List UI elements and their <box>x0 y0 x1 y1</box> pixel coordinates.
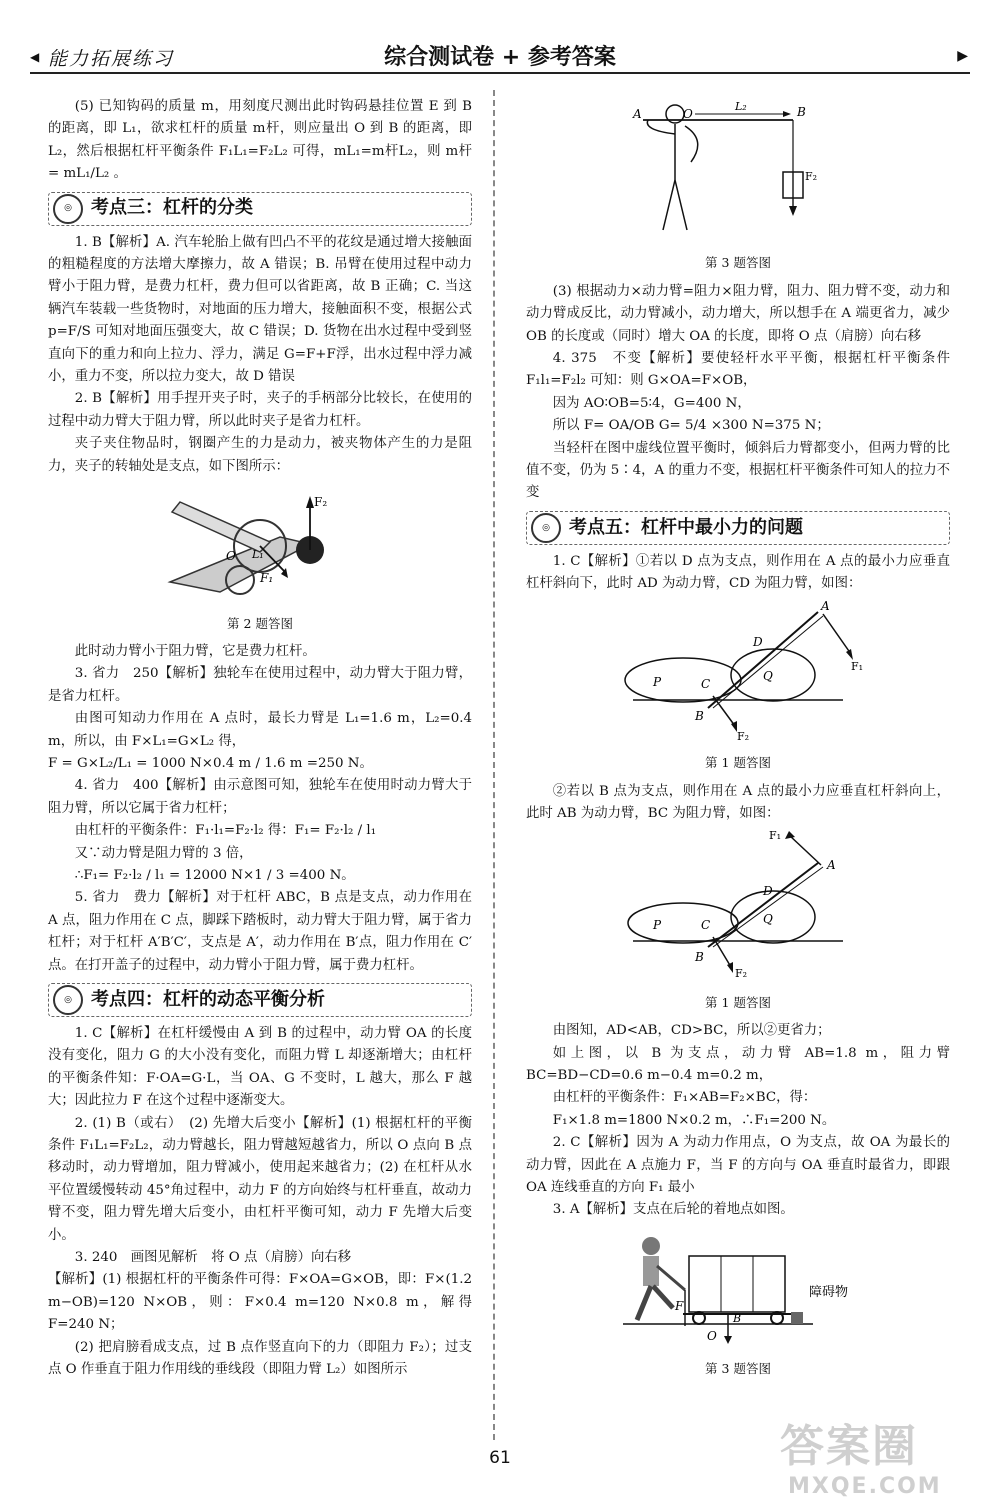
header-left-mark: ◀ <box>30 50 40 64</box>
paragraph: 当轻杆在图中虚线位置平衡时，倾斜后力臂都变小，但两力臂的比值不变，仍为 5∶4，A 的重力不变，根据杠杆平衡条件可知人的拉力不变 <box>526 440 950 501</box>
watermark-url: MXQE.COM <box>788 1474 942 1499</box>
paragraph: 4. 省力 400【解析】由示意图可知，独轮车在使用时动力臂大于阻力臂，所以它属于省力杠杆； <box>48 778 472 816</box>
label-Q: Q <box>763 668 773 683</box>
label-A: A <box>821 599 830 613</box>
label-F1: F₁ <box>260 571 274 586</box>
paragraph: 3. A【解析】支点在后轮的着地点如图。 <box>552 1202 794 1218</box>
paragraph: 5. 省力 费力【解析】对于杠杆 ABC，B 点是支点，动力作用在 A 点，阻力作用在 C 点，脚踩下踏板时，动力臂大于阻力臂，属于省力杠杆；对于杠杆 A′B′C′，支点是 A′，动力作用在 B′点，阻力作用在 C′点。在打开盖子的过程中，动力臂小于阻力臂，属于费力杠杆。 <box>48 890 472 973</box>
label-L2: L₂ <box>735 100 747 113</box>
label-F1: F₁ <box>851 659 863 673</box>
label-C: C <box>701 918 711 933</box>
paragraph: 由图可知动力作用在 A 点时，最长力臂是 L₁=1.6 m，L₂=0.4 m，所以，由 F×L₁=G×L₂ 得， <box>48 711 472 749</box>
label-C: C <box>701 676 711 691</box>
figure-shoulder-pole <box>526 100 950 248</box>
label-F2: F₂ <box>737 729 750 740</box>
section-title: 考点五：杠杆中最小力的问题 <box>569 516 803 538</box>
paragraph: 由杠杆的平衡条件：F₁·l₁=F₂·l₂ 得：F₁= F₂·l₂ / l₁ <box>74 823 377 839</box>
paragraph: 因为 AO∶OB=5∶4，G=400 N， <box>552 395 751 411</box>
left-column <box>48 96 472 1382</box>
header-book-title: 能力拓展练习 <box>48 48 175 70</box>
watermark-logo <box>780 1410 980 1500</box>
page-number: 61 <box>489 1448 511 1468</box>
label-B: B <box>797 105 806 119</box>
label-F2: F₂ <box>314 495 328 510</box>
label-F2: F₂ <box>805 170 818 183</box>
formula: ∴F₁= F₂·l₂ / l₁ = 12000 N×1 / 3 =400 N。 <box>74 867 355 883</box>
paragraph: 此时动力臂小于阻力臂，它是费力杠杆。 <box>74 643 316 659</box>
label-O: O <box>226 549 236 564</box>
figure-caption: 第 1 题答图 <box>705 755 771 771</box>
label-O: O <box>683 107 693 121</box>
label-F: F <box>675 1298 684 1313</box>
label-L1: L₁ <box>252 548 264 562</box>
label-A: A <box>633 107 642 121</box>
paragraph: 3. 省力 250【解析】独轮车在使用过程中，动力臂大于阻力臂，是省力杠杆。 <box>48 666 472 704</box>
page-header <box>30 38 970 74</box>
paragraph: 【解析】(1) 根据杠杆的平衡条件可得：F×OA=G×OB，即：F×(1.2 m−OB)=120 N×OB，则：F×0.4 m=120 N×0.8 m，解得 F=240 N； <box>48 1272 472 1333</box>
column-divider <box>493 90 495 1440</box>
paragraph: 2. C【解析】因为 A 为动力作用点，O 为支点，故 OA 为最长的动力臂，因此在 A 点施力 F，当 F 的方向与 OA 垂直时最省力，即跟 OA 连线垂直的方向 F₁ 最小 <box>526 1135 950 1195</box>
paragraph: 如上图，以 B 为支点，动力臂 AB=1.8 m，阻力臂 BC=BD−CD=0.6 m−0.4 m=0.2 m， <box>526 1045 950 1083</box>
paragraph: 2. (1) B（或右） (2) 先增大后变小【解析】(1) 根据杠杆的平衡条件 F₁L₁=F₂L₂，动力臂越长，阻力臂越短越省力，所以 O 点向 B 点移动时，动力臂增加，阻力臂减小，使用起来越省力；(2) 在杠杆从水平位置缓慢转动 45°角过程中，动力 F 的方向始终与杠杆垂直，故动力臂不变，阻力臂先增大后变小，由杠杆平衡可知，动力 F 先增大后变小。 <box>48 1115 472 1243</box>
section-badge-icon: ◎ <box>53 194 83 224</box>
paragraph: 2. B【解析】用手捏开夹子时，夹子的手柄部分比较长，在使用的过程中动力臂大于阻力臂，所以此时夹子是省力杠杆。 <box>48 391 472 429</box>
figure-rock-lever-2 <box>526 829 950 987</box>
obstacle-label: 障碍物 <box>809 1284 849 1300</box>
label-F2: F₂ <box>735 967 748 980</box>
paragraph: F₁×1.8 m=1800 N×0.2 m，∴F₁=200 N。 <box>552 1112 836 1128</box>
paragraph: 由杠杆的平衡条件：F₁×AB=F₂×BC，得： <box>552 1090 817 1106</box>
figure-caption: 第 3 题答图 <box>705 1361 771 1377</box>
label-P: P <box>653 674 662 689</box>
paragraph: 又∵动力臂是阻力臂的 3 倍， <box>74 845 253 861</box>
section-header-3 <box>48 192 472 226</box>
figure-caption: 第 2 题答图 <box>227 615 293 631</box>
paragraph: (3) 根据动力×动力臂=阻力×阻力臂，阻力、阻力臂不变，动力和动力臂成反比，动力臂减小，动力增大，所以想手在 A 端更省力，减少 OB 的长度或（同时）增大 OA 的长度，即将 O 点（肩膀）向右移 <box>526 283 950 344</box>
section-badge-icon: ◎ <box>531 513 561 543</box>
figure-clip-lever <box>48 482 472 608</box>
formula: F = G×L₂/L₁ = 1000 N×0.4 m / 1.6 m =250 N。 <box>48 755 373 771</box>
label-G: B <box>733 1311 742 1325</box>
section-header-4 <box>48 983 472 1017</box>
section-header-5 <box>526 511 950 545</box>
section-title: 考点三：杠杆的分类 <box>91 197 253 219</box>
figure-rock-lever-1 <box>526 600 950 748</box>
paragraph: 由图知，AD<AB，CD>BC，所以②更省力； <box>552 1023 831 1039</box>
header-section-title: 综合测试卷 + 参考答案 <box>384 45 616 70</box>
label-P: P <box>653 918 662 933</box>
paragraph: 4. 375 不变【解析】要使轻杆水平平衡，根据杠杆平衡条件 F₁l₁=F₂l₂ 可知：则 G×OA=F×OB， <box>526 351 950 389</box>
label-B: B <box>695 708 704 723</box>
section-badge-icon: ◎ <box>53 985 83 1015</box>
paragraph: (5) 已知钩码的质量 m，用刻度尺测出此时钩码悬挂位置 E 到 B 的距离，即 L₁，欲求杠杆的质量 m杆，则应量出 O 到 B 的距离，即 L₂，然后根据杠杆平衡条件 F₁L₁=F₂L₂ 可得，mL₁=m杆L₂，则 m杆 = mL₁/L₂ 。 <box>48 99 472 182</box>
figure-caption: 第 3 题答图 <box>705 255 771 271</box>
label-A: A <box>827 858 836 873</box>
formula: 所以 F= OA/OB G= 5/4 ×300 N=375 N； <box>552 418 830 434</box>
right-column <box>526 96 950 1387</box>
figure-caption: 第 1 题答图 <box>705 994 771 1010</box>
paragraph: 夹子夹住物品时，钢圈产生的力是动力，被夹物体产生的力是阻力，夹子的转轴处是支点，如下图所示： <box>48 436 472 474</box>
header-right-mark: ▶ <box>957 48 968 64</box>
figure-cart-obstacle <box>526 1226 950 1354</box>
label-F1: F₁ <box>769 829 782 843</box>
paragraph: 1. C【解析】在杠杆缓慢由 A 到 B 的过程中，动力臂 OA 的长度没有变化，阻力 G 的大小没有变化，而阻力臂 L 却逐渐增大；由杠杆的平衡条件知：F·OA=G·L，当 OA、G 不变时，L 越大，那么 F 越大；因此拉力 F 在这个过程中逐渐变大。 <box>48 1026 472 1109</box>
label-D: D <box>763 884 773 899</box>
label-B: B <box>695 950 704 965</box>
paragraph: 1. B【解析】A. 汽车轮胎上做有凹凸不平的花纹是通过增大接触面的粗糙程度的方法增大摩擦力，故 A 错误；B. 吊臂在使用过程中动力臂小于阻力臂，是费力杠杆，费力但可以省距离，故 B 正确；C. 当这辆汽车装载一些货物时，对地面的压力增大，接触面积不变，根据公式 p=F/S 可知对地面压强变大，故 C 错误；D. 货物在出水过程中受到竖直向下的重力和向上拉力、浮力，满足 G=F+F浮，出水过程中浮力减小，重力不变，所以拉力变大，故 D 错误 <box>48 234 472 385</box>
label-O: O <box>707 1328 717 1343</box>
label-D: D <box>753 634 763 649</box>
section-title: 考点四：杠杆的动态平衡分析 <box>91 988 325 1010</box>
paragraph: 3. 240 画图见解析 将 O 点（肩膀）向右移 <box>74 1250 352 1266</box>
label-Q: Q <box>763 912 773 927</box>
paragraph: ②若以 B 点为支点，则作用在 A 点的最小力应垂直杠杆斜向上，此时 AB 为动力臂，BC 为阻力臂，如图： <box>526 783 950 821</box>
paragraph: 1. C【解析】①若以 D 点为支点，则作用在 A 点的最小力应垂直杠杆斜向下，此时 AD 为动力臂，CD 为阻力臂，如图： <box>526 553 950 592</box>
paragraph: (2) 把肩膀看成支点，过 B 点作竖直向下的力（即阻力 F₂）；过支点 O 作垂直于阻力作用线的垂线段（即阻力臂 L₂）如图所示 <box>48 1339 472 1378</box>
watermark-text: 答案圈 <box>780 1421 918 1472</box>
